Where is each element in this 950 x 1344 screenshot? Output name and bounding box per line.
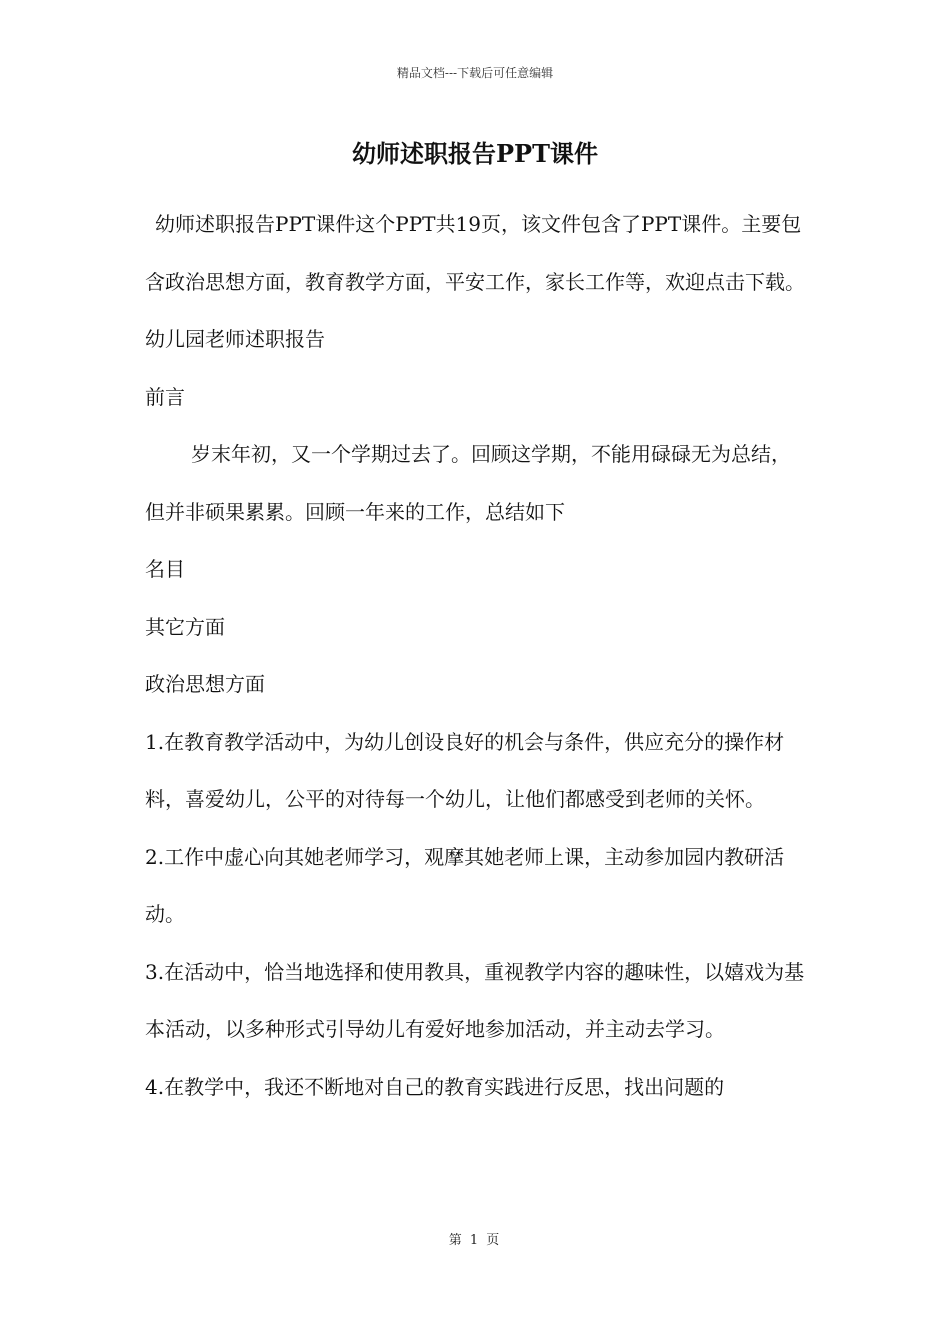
preface-paragraph: 岁末年初，又一个学期过去了。回顾这学期，不能用碌碌无为总结，但并非硕果累累。回顾一年来的工作，总结如下 xyxy=(145,442,791,524)
document-body xyxy=(145,196,810,1116)
page-number: 第 1 页 xyxy=(448,1233,502,1248)
list-item: 4.在教学中，我还不断地对自己的教育实践进行反思，找出问题的 xyxy=(145,1074,725,1099)
document-title: 幼师述职报告PPT课件 xyxy=(352,139,598,168)
preface-heading: 前言 xyxy=(145,384,185,409)
list-item: 2.工作中虚心向其她老师学习，观摩其她老师上课，主动参加园内教研活动。 xyxy=(145,844,785,926)
list-item: 1.在教育教学活动中，为幼儿创设良好的机会与条件，供应充分的操作材料，喜爱幼儿，公平的对待每一个幼儿，让他们都感受到老师的关怀。 xyxy=(145,729,785,811)
page-header: 精品文档---下载后可任意编辑 xyxy=(396,66,554,80)
other-heading: 其它方面 xyxy=(145,614,225,639)
contents-heading: 名目 xyxy=(145,557,185,581)
list-item: 3.在活动中，恰当地选择和使用教具，重视教学内容的趣味性，以嬉戏为基本活动，以多种形式引导幼儿有爱好地参加活动，并主动去学习。 xyxy=(145,959,805,1041)
intro-paragraph: 幼师述职报告PPT课件这个PPT共19页，该文件包含了PPT课件。主要包含政治思想方面，教育教学方面，平安工作，家长工作等，欢迎点击下载。幼儿园老师述职报告 xyxy=(145,212,805,351)
political-heading: 政治思想方面 xyxy=(145,672,265,696)
